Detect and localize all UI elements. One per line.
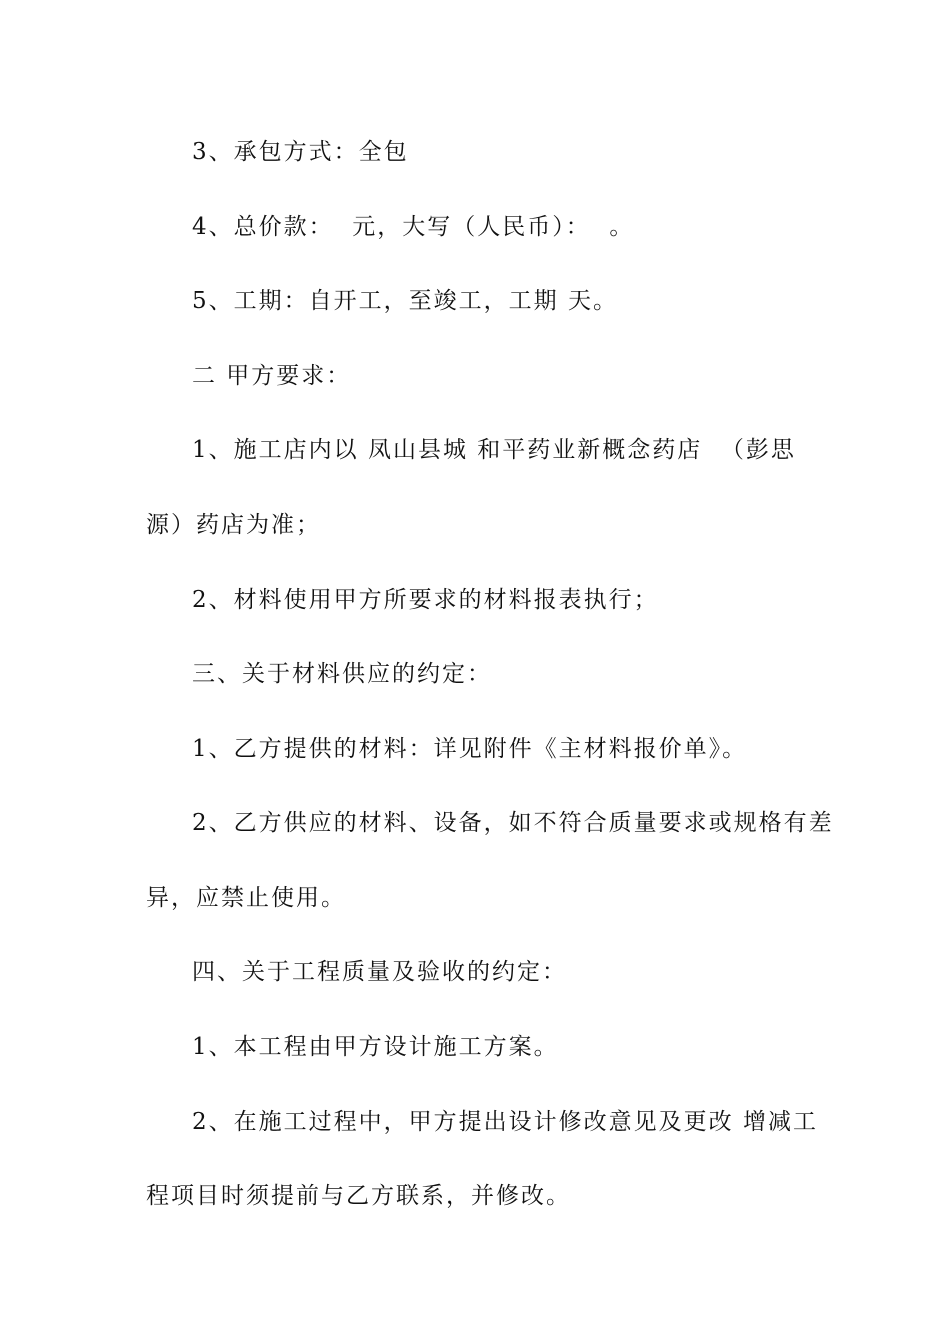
material-1-line: 1、乙方提供的材料：详见附件《主材料报价单》。 [192,736,748,762]
contract-method-line: 3、承包方式：全包 [192,139,409,165]
section-heading-party-a-requirements: 二 甲方要求： [192,363,352,389]
quality-2-line-2: 程项目时须提前与乙方联系，并修改。 [146,1183,571,1209]
material-2-line-1: 2、乙方供应的材料、设备，如不符合质量要求或规格有差 [192,810,834,836]
requirement-2-line: 2、材料使用甲方所要求的材料报表执行； [192,587,659,613]
total-price-line: 4、总价款： 元，大写（人民币）： 。 [192,214,635,240]
requirement-1-line-2: 源）药店为准； [146,512,321,538]
material-2-line-2: 异，应禁止使用。 [146,885,346,911]
section-heading-material-supply: 三、关于材料供应的约定： [192,661,492,687]
quality-1-line: 1、本工程由甲方设计施工方案。 [192,1034,559,1060]
construction-period-line: 5、工期：自开工，至竣工，工期 天。 [192,288,618,314]
quality-2-line-1: 2、在施工过程中，甲方提出设计修改意见及更改 增减工 [192,1109,818,1135]
requirement-1-line-1: 1、施工店内以 凤山县城 和平药业新概念药店 （彭思 [192,437,796,463]
section-heading-quality-acceptance: 四、关于工程质量及验收的约定： [192,959,567,985]
